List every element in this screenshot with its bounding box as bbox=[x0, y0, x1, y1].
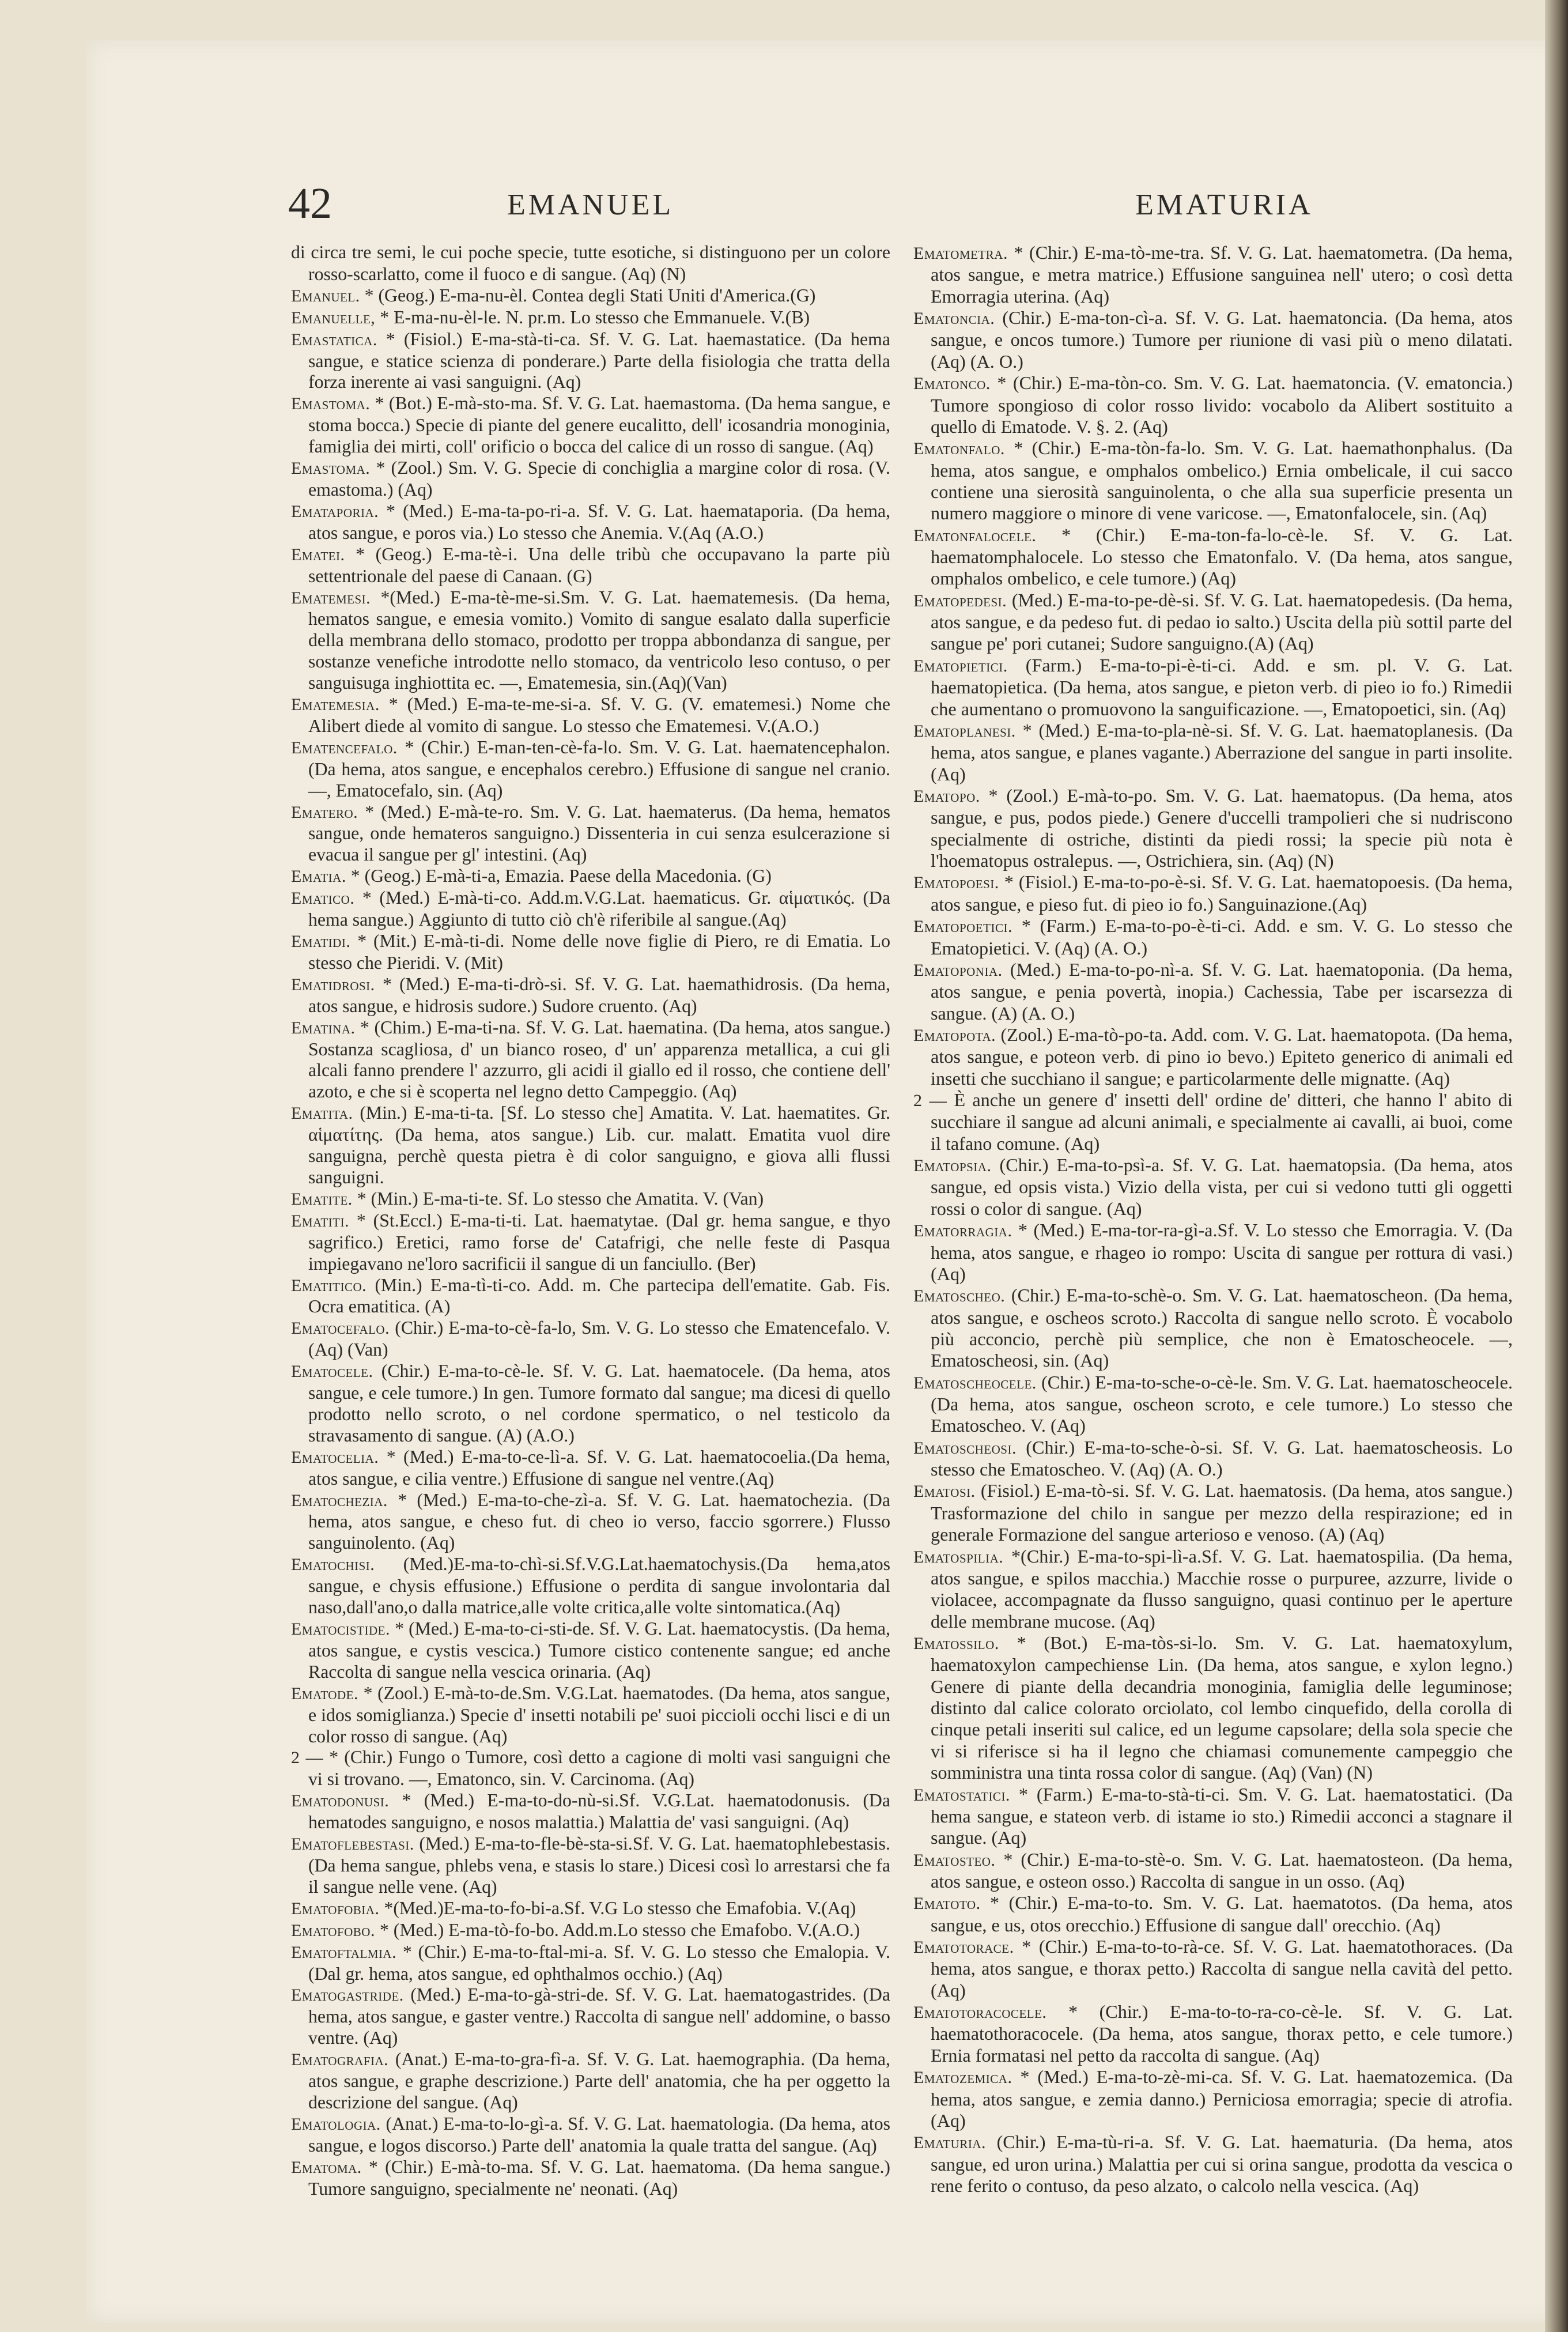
entry-headword: Ematotorace. bbox=[913, 1938, 1014, 1957]
dictionary-entry bbox=[913, 437, 1513, 524]
entry-headword: Ematita. bbox=[291, 1104, 353, 1123]
dictionary-entry bbox=[291, 1747, 890, 1790]
dictionary-entry bbox=[291, 329, 890, 394]
entry-headword: Ematei. bbox=[291, 545, 345, 564]
entry-headword: Ematonco. bbox=[913, 374, 991, 394]
entry-definition: È anche un genere d' insetti dell' ordine de' ditteri, che hanno l' abito di succhiare il sangue ad alcuni animali, e specialmente ai cavalli, ai buoi, come il tafano comune. (Aq) bbox=[931, 1089, 1513, 1154]
entry-headword: Ematofobo. bbox=[291, 1920, 375, 1940]
entry-headword: Ematemesia. bbox=[291, 695, 380, 715]
entry-definition: * (Chir.) E-ma-to-to. Sm. V. G. Lat. haematotos. (Da hema, atos sangue, e us, otos orecchio.) Effusione di sangue dall' orecchio. (Aq) bbox=[931, 1892, 1513, 1935]
running-head-right: EMATURIA bbox=[1135, 188, 1313, 221]
entry-definition: (Chir.) E-ma-to-cè-fa-lo, Sm. V. G. Lo stesso che Ematencefalo. V. (Aq) (Van) bbox=[308, 1318, 891, 1360]
dictionary-entry bbox=[291, 888, 890, 931]
entry-definition: (Chir.) E-ma-ton-cì-a. Sf. V. G. Lat. haematoncia. (Da hema, atos sangue, e oncos tumore.) Tumore per riunione di vasi più o meno dilatati. (Aq) (A. O.) bbox=[931, 307, 1513, 372]
entry-definition: di circa tre semi, le cui poche specie, tutte esotiche, si distinguono per un colore rosso-scarlatto, come il fuoco e di sangue. (Aq) (N) bbox=[291, 242, 890, 284]
entry-definition: * (Med.) E-mà-ti-co. Add.m.V.G.Lat. haematicus. Gr. αἱματικός. (Da hema sangue.) Aggiunto di tutto ciò ch'è riferibile al sangue.(Aq) bbox=[308, 888, 890, 930]
entry-headword: Ematidi. bbox=[291, 932, 351, 951]
dictionary-entry bbox=[913, 1089, 1513, 1154]
entry-definition: * (Med.) E-ma-to-zè-mi-ca. Sf. V. G. Lat. haematozemica. (Da hema, atos sangue, e zemia danno.) Perniciosa emorragia; specie di atrofia. (Aq) bbox=[931, 2066, 1513, 2131]
entry-headword: Ematico. bbox=[291, 889, 355, 908]
entry-definition: * (Chir.) E-ma-to-to-rà-ce. Sf. V. G. Lat. haematothoraces. (Da hema, atos sangue, e thorax petto.) Raccolta di sangue nella cavità del petto. (Aq) bbox=[931, 1936, 1513, 2001]
dictionary-entry bbox=[291, 1942, 890, 1985]
book-edge bbox=[1545, 0, 1568, 2332]
dictionary-entry bbox=[291, 1490, 890, 1554]
entry-definition: * (Chir.) E-ma-tòn-fa-lo. Sm. V. G. Lat. haemathonphalus. (Da hema, atos sangue, e omphalos ombelico.) Ernia ombelicale, il cui sacco contiene una sierosità sanguinolenta, o che alla sua superficie presenta un numero maggiore o minore di vene varicose. —, Ematonfalocele, sin. (Aq) bbox=[931, 437, 1513, 524]
entry-headword: Ematencefalo. bbox=[291, 738, 398, 757]
entry-definition: * (Chir.) E-ma-to-stè-o. Sm. V. G. Lat. haematosteon. (Da hema, atos sangue, e osteon osso.) Raccolta di sangue in un osso. (Aq) bbox=[931, 1848, 1513, 1892]
entry-definition: (Farm.) E-ma-to-pi-è-ti-ci. Add. e sm. pl. V. G. Lat. haematopietica. (Da hema, atos sangue, e pieton verb. di pieo io fo.) Rimedii che aumentano o promuovono la sanguificazione. —, Ematopoetici, sin. (Aq) bbox=[931, 654, 1513, 719]
entry-headword: Ematosi. bbox=[913, 1482, 976, 1501]
entry-definition: * (Zool.) E-mà-to-de.Sm. V.G.Lat. haematodes. (Da hema, atos sangue, e idos somiglianza.) Specie d' insetti notabili pe' suoi piccioli occhi lisci e di un color rosso di sangue. (Aq) bbox=[308, 1682, 890, 1746]
dictionary-entry bbox=[291, 1275, 890, 1318]
dictionary-entry bbox=[291, 1790, 890, 1833]
dictionary-entry bbox=[913, 1024, 1513, 1089]
entry-headword: Ematopo. bbox=[913, 786, 980, 806]
entry-headword: Ematemesi. bbox=[291, 588, 371, 607]
entry-definition: * (Med.) E-ma-ta-po-ri-a. Sf. V. G. Lat. haemataporia. (Da hema, atos sangue, e poros via.) Lo stesso che Anemia. V.(Aq (A.O.) bbox=[308, 500, 891, 543]
entry-definition: * (Farm.) E-ma-to-stà-ti-ci. Sm. V. G. Lat. haematostatici. (Da hema sangue, e stateon verb. di istame io sto.) Rimedii acconci a stagnare il sangue. (Aq) bbox=[931, 1783, 1513, 1848]
entry-definition: * (Mit.) E-mà-ti-di. Nome delle nove figlie di Piero, re di Ematia. Lo stesso che Pieridi. V. (Mit) bbox=[308, 931, 890, 973]
entry-headword: Ematosteo. bbox=[913, 1850, 996, 1870]
entry-headword: Ematologia. bbox=[291, 2114, 381, 2134]
dictionary-entry bbox=[291, 2114, 890, 2157]
dictionary-entry bbox=[913, 2001, 1513, 2066]
entry-headword: Emastatica. bbox=[291, 330, 377, 349]
entry-definition: * (Zool.) Sm. V. G. Specie di conchiglia a margine color di rosa. (V. emastoma.) (Aq) bbox=[308, 458, 891, 500]
entry-headword: Ematidrosi. bbox=[291, 975, 375, 994]
entry-headword: Emastoma. bbox=[291, 459, 371, 478]
entry-headword: Ematopsia. bbox=[913, 1156, 992, 1176]
dictionary-entry bbox=[913, 1632, 1513, 1784]
entry-definition: (Chir.) E-ma-to-sche-o-cè-le. Sm. V. G. Lat. haematoscheocele. (Da hema, atos sangue, oscheon scroto, e cele tumore.) Lo stesso che Ematoscheo. V. (Aq) bbox=[931, 1371, 1513, 1436]
entry-headword: Ematocelia. bbox=[291, 1447, 379, 1467]
entry-definition: (Med.) E-ma-to-po-nì-a. Sf. V. G. Lat. haematoponia. (Da hema, atos sangue, e penia povertà, inopia.) Cachessia, Tabe per iscarsezza di sangue. (A) (A. O.) bbox=[931, 959, 1513, 1024]
dictionary-entry bbox=[291, 2049, 890, 2114]
dictionary-entry bbox=[913, 1936, 1513, 2001]
entry-definition: (Chir.) E-ma-to-sche-ò-si. Sf. V. G. Lat. haematoscheosis. Lo stesso che Ematoscheo. V. (Aq) (A. O.) bbox=[931, 1436, 1513, 1480]
entry-headword: Ematopedesi. bbox=[913, 591, 1007, 610]
entry-headword: Ematiti. bbox=[291, 1211, 349, 1231]
entry-definition: * (Med.) E-ma-tor-ra-gì-a.Sf. V. Lo stesso che Emorragia. V. (Da hema, atos sangue, e rhageo io rompo: Uscita di sangue per rottura di vasi.) (Aq) bbox=[931, 1220, 1513, 1284]
dictionary-entry bbox=[913, 372, 1513, 437]
entry-headword: Ematia. bbox=[291, 867, 346, 886]
entry-definition: * (Fisiol.) E-ma-stà-ti-ca. Sf. V. G. Lat. haemastatice. (Da hema sangue, e statice scienza di ponderare.) Parte della fisiologia che tratta della forza inerente ai vasi sanguigni. (Aq) bbox=[308, 329, 890, 393]
entry-headword: Ematorragia. bbox=[913, 1221, 1012, 1241]
dictionary-entry bbox=[913, 915, 1513, 959]
dictionary-entry bbox=[291, 1618, 890, 1683]
entry-definition: * (Med.) E-ma-te-me-si-a. Sf. V. G. (V. ematemesi.) Nome che Alibert diede al vomito di sangue. Lo stesso che Ematemesi. V.(A.O.) bbox=[308, 694, 890, 736]
entry-definition: * (Med.) E-ma-ti-drò-si. Sf. V. G. Lat. haemathidrosis. (Da hema, atos sangue, e hidrosis sudore.) Sudore cruento. (Aq) bbox=[308, 973, 890, 1016]
entry-headword: Ematitico. bbox=[291, 1276, 367, 1295]
dictionary-entry bbox=[913, 1154, 1513, 1220]
dictionary-entry bbox=[291, 285, 890, 307]
dictionary-entry bbox=[291, 1920, 890, 1942]
entry-headword: Ematonfalocele. bbox=[913, 526, 1037, 545]
dictionary-entry bbox=[913, 1220, 1513, 1285]
dictionary-entry bbox=[291, 307, 890, 329]
dictionary-entry bbox=[291, 1833, 890, 1898]
entry-headword: Ematina. bbox=[291, 1018, 356, 1037]
entry-headword: Ematossilo. bbox=[913, 1634, 999, 1653]
entry-headword: Ematochisi. bbox=[291, 1555, 375, 1575]
entry-headword: Ematozemica. bbox=[913, 2068, 1012, 2088]
entry-definition: (Med.) E-ma-to-gà-stri-de. Sf. V. G. Lat. haematogastrides. (Da hema, atos sangue, e gaster ventre.) Raccolta di sangue nell' addomine, o basso ventre. (Aq) bbox=[308, 1984, 890, 2048]
entry-headword: Emataporia. bbox=[291, 501, 379, 521]
dictionary-entry bbox=[913, 959, 1513, 1024]
entry-headword: Ematofobia. bbox=[291, 1899, 380, 1918]
entry-headword: Emanuel. bbox=[291, 286, 360, 305]
dictionary-entry bbox=[913, 871, 1513, 915]
dictionary-entry bbox=[913, 720, 1513, 785]
dictionary-entry bbox=[913, 1285, 1513, 1371]
entry-headword: Emastoma. bbox=[291, 394, 371, 414]
dictionary-entry bbox=[291, 802, 890, 866]
entry-headword: Ematonfalo. bbox=[913, 439, 1005, 459]
entry-definition: * (Chir.) E-ma-ton-fa-lo-cè-le. Sf. V. G. Lat. haematomphalocele. Lo stesso che Ematonfalo. V. (Da hema, atos sangue, omphalos ombelico, e cele tumore.) (Aq) bbox=[931, 524, 1513, 589]
entry-headword: Ematoftalmia. bbox=[291, 1942, 397, 1962]
entry-definition: (Min.) E-ma-ti-ta. [Sf. Lo stesso che] Amatita. V. Lat. haematites. Gr. αἱματίτης. (Da hema, atos sangue.) Lib. cur. malatt. Ematita vuol dire sanguigna, perchè questa pietra è di color sanguigno, e giova alli flussi sanguigni. bbox=[308, 1103, 890, 1187]
entry-definition: * (Chim.) E-ma-ti-na. Sf. V. G. Lat. haematina. (Da hema, atos sangue.) Sostanza scagliosa, d' un bianco roseo, d' un' apparenza metallica, a cui gli alcali fanno prendere l' azzurro, gli acidi il giallo ed il rosso, che contiene dell' azoto, e che si è scoperta nel legno detto Campeggio. (Aq) bbox=[308, 1017, 890, 1102]
dictionary-entry bbox=[913, 1437, 1513, 1481]
dictionary-entry bbox=[913, 655, 1513, 720]
dictionary-entry bbox=[291, 694, 890, 737]
dictionary-entry bbox=[913, 1480, 1513, 1545]
dictionary-entry bbox=[913, 590, 1513, 655]
entry-headword: Ematero. bbox=[291, 802, 358, 822]
dictionary-entry bbox=[291, 544, 890, 587]
dictionary-entry bbox=[291, 1361, 890, 1447]
dictionary-entry bbox=[913, 242, 1513, 307]
dictionary-entry bbox=[291, 1318, 890, 1361]
dictionary-entry bbox=[913, 1546, 1513, 1632]
entry-definition: * (Med.) E-ma-to-pla-nè-si. Sf. V. G. Lat. haematoplanesis. (Da hema, atos sangue, e planes vagante.) Aberrazione del sangue in parti insolite. (Aq) bbox=[931, 719, 1513, 784]
entry-headword: Ematopoetici. bbox=[913, 917, 1012, 937]
entry-definition: * (Farm.) E-ma-to-po-è-ti-ci. Add. e sm. V. G. Lo stesso che Ematopietici. V. (Aq) (A. O.) bbox=[931, 915, 1513, 959]
dictionary-entry bbox=[291, 242, 890, 285]
entry-definition: * (Geog.) E-mà-ti-a, Emazia. Paese della Macedonia. (G) bbox=[350, 866, 772, 886]
entry-definition: * (Med.) E-ma-to-che-zì-a. Sf. V. G. Lat. haematochezia. (Da hema, atos sangue, e cheso fut. di cheo io verso, faccio sgorrere.) Flusso sanguinolento. (Aq) bbox=[308, 1489, 890, 1553]
dictionary-entry bbox=[291, 1554, 890, 1618]
dictionary-entry bbox=[291, 393, 890, 458]
dictionary-entry bbox=[291, 866, 890, 888]
entry-headword: Ematospilia. bbox=[913, 1547, 1004, 1567]
entry-definition: * (Zool.) E-mà-to-po. Sm. V. G. Lat. haematopus. (Da hema, atos sangue, e pus, podos piede.) Genere d'uccelli trampolieri che si nudriscono specialmente di ostriche, distinti da piedi rossi; la specie più nota è l'hoematopus ostralepus. —, Ostrichiera, sin. (Aq) (N) bbox=[931, 784, 1513, 871]
dictionary-entry bbox=[913, 307, 1513, 372]
entry-headword: Ematuria. bbox=[913, 2133, 986, 2153]
dictionary-entry bbox=[291, 737, 890, 802]
entry-definition: (Chir.) E-ma-to-schè-o. Sm. V. G. Lat. haematoscheon. (Da hema, atos sangue, e oscheos scroto.) Raccolta di sangue nello scroto. È vocabolo più acconcio, perchè più semplice, che non è Ematoscheocele. —, Ematoscheosi, sin. (Aq) bbox=[931, 1285, 1513, 1371]
dictionary-entry bbox=[291, 1447, 890, 1490]
entry-headword: Ematoma. bbox=[291, 2157, 362, 2177]
entry-headword: Ematodonusi. bbox=[291, 1791, 390, 1811]
entry-definition: (Fisiol.) E-ma-tò-si. Sf. V. G. Lat. haematosis. (Da hema, atos sangue.) Trasformazione del chilo in sangue per mezzo della respirazione; ed in generale Formazione del sangue arterioso e venoso. (A) (Aq) bbox=[931, 1480, 1513, 1545]
dictionary-entry bbox=[913, 1892, 1513, 1936]
dictionary-entry bbox=[291, 501, 890, 544]
entry-definition: * (Chir.) E-mà-to-ma. Sf. V. G. Lat. haematoma. (Da hema sangue.) Tumore sanguigno, specialmente ne' neonati. (Aq) bbox=[308, 2156, 890, 2199]
dictionary-entry bbox=[913, 2066, 1513, 2131]
entry-definition: * (Med.) E-ma-to-ce-lì-a. Sf. V. G. Lat. haematocoelia.(Da hema, atos sangue, e cilia ventre.) Effusione di sangue nel ventre.(Aq) bbox=[308, 1446, 890, 1489]
entry-definition: * (Chir.) E-ma-tòn-co. Sm. V. G. Lat. haematoncia. (V. ematoncia.) Tumore spongioso di color rosso livido: vocabolo da Alibert sostituito a quello di Ematode. V. §. 2. (Aq) bbox=[931, 372, 1513, 437]
entry-headword: Ematostatici. bbox=[913, 1785, 1010, 1805]
entry-headword: Ematoflebestasi. bbox=[291, 1835, 414, 1854]
entry-headword: Ematotoracocele. bbox=[913, 2003, 1047, 2022]
entry-headword: Ematopota. bbox=[913, 1025, 996, 1045]
dictionary-entry bbox=[291, 1103, 890, 1188]
entry-definition: *(Med.)E-ma-to-fo-bi-a.Sf. V.G Lo stesso che Emafobia. V.(Aq) bbox=[384, 1897, 856, 1918]
entry-headword: Ematoscheocele. bbox=[913, 1373, 1037, 1393]
page-number: 42 bbox=[288, 179, 332, 228]
entry-definition: (Min.) E-ma-tì-ti-co. Add. m. Che partecipa dell'ematite. Gab. Fis. Ocra ematitica. (A) bbox=[308, 1274, 890, 1317]
dictionary-entry bbox=[913, 1784, 1513, 1849]
entry-definition: * (Bot.) E-mà-sto-ma. Sf. V. G. Lat. haemastoma. (Da hema sangue, e stoma bocca.) Specie di piante del genere eucalitto, dell' icosandria monoginia, famiglia dei mirti, coll' orificio o bocca del calice di un rosso di sangue. (Aq) bbox=[308, 393, 890, 457]
entry-headword: Ematoscheosi. bbox=[913, 1438, 1017, 1458]
entry-headword: Ematoscheo. bbox=[913, 1286, 1006, 1306]
entry-definition: (Chir.) E-ma-to-cè-le. Sf. V. G. Lat. haematocele. (Da hema, atos sangue, e cele tumore.) In gen. Tumore formato dal sangue; ma dicesi di quello prodotto nello scroto, o nel cordone spermatico, o nel testicolo da stravasamento di sangue. (A) (A.O.) bbox=[308, 1361, 890, 1446]
dictionary-entry bbox=[291, 931, 890, 974]
dictionary-entry bbox=[291, 587, 890, 695]
entry-definition: (Zool.) E-ma-tò-po-ta. Add. com. V. G. Lat. haematopota. (Da hema, atos sangue, e poteon verb. di pino io bevo.) Epiteto generico di animali ed insetti che succhiano il sangue; e particolarmente delle mignatte. (Aq) bbox=[931, 1024, 1513, 1089]
entry-headword: Ematoncia. bbox=[913, 309, 995, 329]
entry-headword: Ematografia. bbox=[291, 2050, 389, 2070]
entry-definition: * (Geog.) E-ma-nu-èl. Contea degli Stati Uniti d'America.(G) bbox=[364, 285, 816, 305]
dictionary-entry bbox=[913, 1849, 1513, 1893]
dictionary-entry bbox=[291, 458, 890, 501]
page-header bbox=[288, 179, 1493, 248]
entry-headword: Emanuelle, bbox=[291, 308, 376, 327]
dictionary-entry bbox=[291, 974, 890, 1017]
entry-headword: Ematoponia. bbox=[913, 960, 1003, 980]
running-head-left: EMANUEL bbox=[507, 188, 674, 221]
dictionary-entry bbox=[291, 1210, 890, 1275]
entry-definition: * (Fisiol.) E-ma-to-po-è-si. Sf. V. G. Lat. haematopoesis. (Da hema, atos sangue, e pieso fut. di pieo io fo.) Sanguinazione.(Aq) bbox=[931, 871, 1513, 915]
entry-definition: (Chir.) E-ma-tù-ri-a. Sf. V. G. Lat. haematuria. (Da hema, atos sangue, ed uron urina.) Malattia per cui si orina sangue, prodotta da vescica o rene ferito o contuso, da peso alzato, o calcolo nella vescica. (Aq) bbox=[931, 2131, 1513, 2196]
dictionary-entry bbox=[291, 1017, 890, 1103]
entry-definition: * (Geog.) E-ma-tè-i. Una delle tribù che occupavano la parte più settentrionale del paese di Canaan. (G) bbox=[308, 544, 890, 586]
dictionary-entry bbox=[913, 524, 1513, 590]
entry-headword: Ematocele. bbox=[291, 1362, 373, 1382]
entry-definition: * (Chir.) E-ma-tò-me-tra. Sf. V. G. Lat. haematometra. (Da hema, atos sangue, e metra matrice.) Effusione sanguinea nell' utero; o così detta Emorragia uterina. (Aq) bbox=[931, 242, 1513, 307]
entry-definition: * (Med.) E-ma-to-ci-sti-de. Sf. V. G. Lat. haematocystis. (Da hema, atos sangue, e cystis vescica.) Tumore cistico contenente sangue; ed anche Raccolta di sangue nella vescica orinaria. (Aq) bbox=[308, 1618, 890, 1682]
entry-headword: Ematometra. bbox=[913, 244, 1008, 263]
entry-definition: * (St.Eccl.) E-ma-ti-ti. Lat. haematytae. (Dal gr. hema sangue, e thyo sagrifico.) Eretici, ramo forse de' Catafrigi, che nelle feste di Pasqua impiegavano ne'loro sacrificii il sangue di un fanciullo. (Ber) bbox=[308, 1210, 890, 1274]
entry-definition: * E-ma-nu-èl-le. N. pr.m. Lo stesso che Emmanuele. V.(B) bbox=[380, 307, 810, 327]
entry-definition: (Anat.) E-ma-to-lo-gì-a. Sf. V. G. Lat. haematologia. (Da hema, atos sangue, e logos discorso.) Parte dell' anatomia la quale tratta del sangue. (Aq) bbox=[308, 2113, 891, 2156]
entry-headword: Ematogastride. bbox=[291, 1986, 404, 2005]
entry-definition: *(Chir.) E-ma-to-spi-lì-a.Sf. V. G. Lat. haematospilia. (Da hema, atos sangue, e spilos macchia.) Macchie rosse o purpuree, azzurre, livide o violacee, accompagnate da flusso sanguigno, quasi continuo per le aperture delle membrane mucose. (Aq) bbox=[931, 1545, 1513, 1632]
entry-definition: *(Med.) E-ma-tè-me-si.Sm. V. G. Lat. haematemesis. (Da hema, hematos sangue, e emesia vomito.) Vomito di sangue esalato dalla superficie della membrana dello stomaco, prodotto per troppa abbondanza di sangue, per sostanze venefiche introdotte nello stomaco, da ventricolo leso contuso, o per sanguisuga inghiottita ec. —, Ematemesia, sin.(Aq)(Van) bbox=[308, 587, 890, 693]
entry-definition: (Med.) E-ma-to-fle-bè-sta-si.Sf. V. G. Lat. haematophlebestasis. (Da hema sangue, phlebs vena, e stasis lo stare.) Dicesi così lo arrestarsi che fa il sangue nelle vene. (Aq) bbox=[308, 1833, 891, 1897]
right-column bbox=[913, 242, 1513, 2197]
entry-headword: 2 — bbox=[291, 1748, 324, 1768]
dictionary-entry bbox=[913, 1372, 1513, 1437]
dictionary-entry bbox=[291, 1984, 890, 2049]
dictionary-entry bbox=[291, 1898, 890, 1920]
entry-headword: Ematite. bbox=[291, 1189, 353, 1209]
entry-definition: * (Chir.) E-man-ten-cè-fa-lo. Sm. V. G. Lat. haematencephalon. (Da hema, atos sangue, e encephalos cerebro.) Effusione di sangue nel cranio. —, Ematocefalo, sin. (Aq) bbox=[308, 737, 890, 801]
entry-definition: * (Chir.) Fungo o Tumore, così detto a cagione di molti vasi sanguigni che vi si trovano. —, Ematonco, sin. V. Carcinoma. (Aq) bbox=[308, 1747, 891, 1790]
entry-headword: Ematochezia. bbox=[291, 1490, 388, 1510]
entry-headword: Ematoplanesi. bbox=[913, 721, 1016, 741]
entry-definition: * (Med.) E-ma-to-do-nù-si.Sf. V.G.Lat. haematodonusis. (Da hematodes sanguigno, e nosos malattia.) Malattia de' vasi sanguigni. (Aq) bbox=[308, 1790, 891, 1833]
dictionary-entry bbox=[913, 785, 1513, 871]
entry-definition: (Anat.) E-ma-to-gra-fì-a. Sf. V. G. Lat. haemographia. (Da hema, atos sangue, e graphe descrizione.) Parte dell' anatomia, che ha per oggetto la descrizione del sangue. (Aq) bbox=[308, 2049, 890, 2112]
dictionary-entry bbox=[291, 1188, 890, 1210]
entry-headword: Ematocistide. bbox=[291, 1620, 390, 1639]
left-column bbox=[291, 242, 890, 2199]
dictionary-entry bbox=[291, 2157, 890, 2200]
entry-definition: (Chir.) E-ma-to-psì-a. Sf. V. G. Lat. haematopsia. (Da hema, atos sangue, ed opsis vista.) Vizio della vista, per cui si vedono tutti gli oggetti rossi o color di sangue. (Aq) bbox=[931, 1154, 1513, 1219]
entry-definition: (Med.) E-ma-to-pe-dè-si. Sf. V. G. Lat. haematopedesis. (Da hema, atos sangue, e da pedeso fut. di pedao io salto.) Uscita della più sottil parte del sangue pe' pori cutanei; Sudore sanguigno.(A) (Aq) bbox=[931, 589, 1513, 654]
entry-headword: Ematopoesi. bbox=[913, 873, 999, 893]
entry-definition: (Med.)E-ma-to-chì-si.Sf.V.G.Lat.haematochysis.(Da hema,atos sangue, e chysis effusione.) Effusione o perdita di sangue involontaria dal naso,dall'ano,o dalla matrice,alle volte critica,alle volte sintomatica.(Aq) bbox=[308, 1554, 890, 1618]
dictionary-entry bbox=[913, 2131, 1513, 2197]
entry-headword: 2 — bbox=[913, 1091, 947, 1111]
entry-headword: Ematode. bbox=[291, 1684, 358, 1703]
entry-headword: Ematopietici. bbox=[913, 656, 1008, 676]
entry-headword: Ematoto. bbox=[913, 1894, 981, 1914]
entry-definition: * (Chir.) E-ma-to-ftal-mi-a. Sf. V. G. Lo stesso che Emalopia. V. (Dal gr. hema, atos sangue, ed ophthalmos occhio.) (Aq) bbox=[308, 1941, 890, 1984]
entry-definition: * (Med.) E-ma-tò-fo-bo. Add.m.Lo stesso che Emafobo. V.(A.O.) bbox=[379, 1919, 860, 1940]
entry-headword: Ematocefalo. bbox=[291, 1319, 390, 1338]
entry-definition: * (Med.) E-mà-te-ro. Sm. V. G. Lat. haematerus. (Da hema, hematos sangue, onde hemateros sanguigno.) Dissenteria in cui senza esulcerazione si evacua il sangue per gl' intestini. (Aq) bbox=[308, 801, 890, 865]
entry-definition: * (Chir.) E-ma-to-to-ra-co-cè-le. Sf. V. G. Lat. haematothoracocele. (Da hema, atos sangue, thorax petto, e cele tumore.) Ernia formatasi nel petto da raccolta di sangue. (Aq) bbox=[931, 2001, 1513, 2066]
dictionary-entry bbox=[291, 1683, 890, 1748]
entry-definition: * (Min.) E-ma-ti-te. Sf. Lo stesso che Amatita. V. (Van) bbox=[357, 1188, 764, 1209]
entry-definition: * (Bot.) E-ma-tòs-si-lo. Sm. V. G. Lat. haematoxylum, haematoxylon campechiense Lin. (Da hema, atos sangue, e xylon legno.) Genere di piante della decandria monoginia, famiglia delle leguminose; distinto dal calice colorato orciolato, col lembo cinquefido, della corolla di cinque petali inseriti sul calice, ed un legume capsolare; della sola specie che vi si riferisce si ha il legno che chiamasi comunemente campeggio che somministra una tinta rossa color di sangue. (Aq) (Van) (N) bbox=[931, 1632, 1513, 1783]
